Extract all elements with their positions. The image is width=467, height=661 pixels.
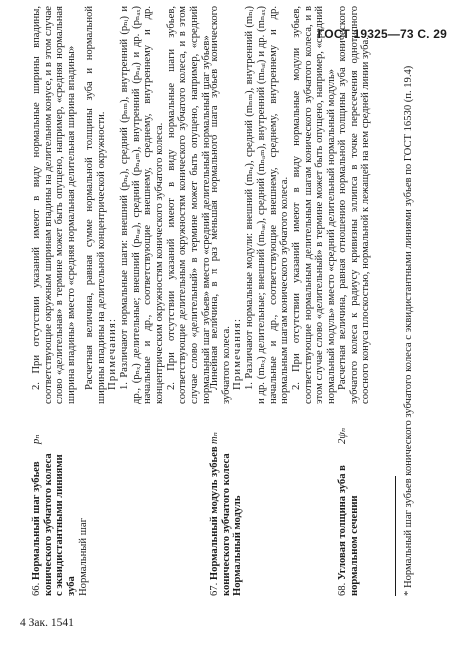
definition-paragraph: Расчетная величина, равная сумме нормальной толщины зуба и нормальной ширины впадины на делительной концентрической окружности. [83, 6, 107, 404]
page-footer: 4 Зак. 1541 [20, 617, 74, 629]
rotated-table [31, 4, 439, 604]
term-definition [209, 6, 338, 404]
term-definition [337, 6, 372, 404]
term-number: 66. [31, 582, 42, 596]
term-definition [31, 6, 213, 404]
term-symbol: mₙ [209, 432, 220, 444]
term-number: 67. [209, 582, 220, 596]
page-header: ГОСТ 19325—73 С. 29 [317, 27, 447, 41]
footnote-text: * Нормальный шаг зубьев конического зубчатого колеса с эквидистантными линиями зубьев по ГОСТ 16530 (п. 19.4) [403, 65, 414, 596]
notes-heading: Примечания: [232, 317, 244, 390]
term-cell [31, 446, 90, 596]
term-name: Нормальный шаг зубьев конического зубчатого колеса с эквидистантными линиями зуба [31, 453, 78, 596]
term-cell [337, 446, 360, 596]
definition-paragraph: 2. При отсутствии указаний имеют в виду нормальные модули зубьев, соответствующие нормальным делительным шагам конического зубчатого колеса, и в этом случае слово «делительный» в термине может быть опущено, например, «средний нормальный модуль» вместо «средний делительный нормальный модуль» [290, 6, 338, 404]
definition-paragraph: 2. При отсутствии указаний имеют в виду нормальные шаги зубьев, соответствующие делительным окружностям конического зубчатого колеса, и в этом случае слово «делительный» в термине может быть опущено, например, «средний нормальный шаг зубьев» вместо «средний делительный нормальный шаг зубьев» [165, 6, 212, 404]
notes-heading: Примечания: [107, 317, 119, 390]
definition-paragraph: 1. Различают нормальные шаги: внешний (pₙₑ), средний (pₙₘ), внутренний (pₙᵢ) и др., (pₙₓ) делительные; внешний (pₙₐₑ), средний (pₙₐₘ), внутренний (pₙₐᵢ) и др. (pₙₐₓ) начальные и др., соответствующие внешнему, среднему, внутреннему и др. концентрическим окружностям конического зубчатого колеса. [118, 6, 166, 404]
definition-paragraph: 1. Различают нормальные модули: внешний (mₙₑ), средний (mₙₘ), внутренний (mₙᵢ) и др. (mₙₓ) делительные; внешний (mₙₐₑ), средний (mₙₐₘ), внутренний (mₙₐᵢ) и др. (mₙₐₓ) начальные и др., соответствующие внешнему, среднему, внутреннему и др. нормальным шагам конического зубчатого колеса. [244, 6, 291, 404]
term-short: Нормальный шаг [77, 518, 89, 596]
term-symbol: 2ψₙ [337, 427, 348, 444]
definition-paragraph: 2. При отсутствии указаний имеют в виду нормальные ширины впадины, соответствующие окружным ширинам впадины на делительном конусе, и в этом случае слово «делительная» в термине может быть опущено, например, «средняя нормальная ширина впадины» вместо «средняя нормальная делительная ширина впадины» [31, 6, 78, 404]
term-number: 68. [337, 582, 348, 596]
term-name: Угловая толщина зуба в нормальном сечении [337, 465, 360, 596]
term-cell [209, 446, 244, 596]
footnote [403, 6, 415, 596]
definition-paragraph: Расчетная величина, равная отношению нормальной толщины зуба конического зубчатого колеса к радиусу кривизны эллипса в точке пересечения однотипного соосного конуса плоскостью, нормальной к лежащей на нем средней линии зуба. [337, 6, 372, 404]
term-symbol: pₙ [31, 434, 42, 444]
footnote-rule [395, 476, 396, 596]
definition-paragraph: Линейная величина, в π раз меньшая нормального шага зубьев конического зубчатого колеса. [209, 6, 232, 404]
term-short: Нормальный модуль [232, 495, 244, 596]
term-name: Нормальный модуль зубьев конического зубчатого колеса [209, 446, 232, 596]
